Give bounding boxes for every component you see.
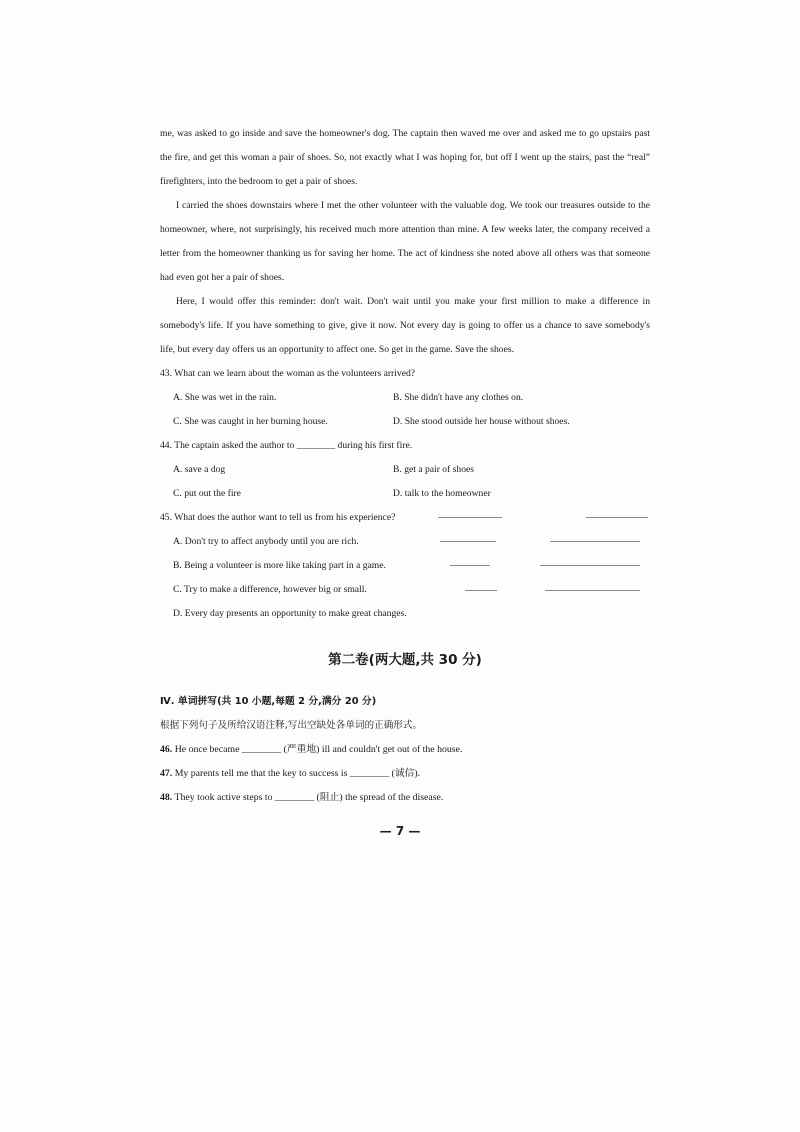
spelling-item-46-text: He once became ________ (严重地) ill and couldn't get out of the house. — [174, 744, 463, 755]
spelling-item-48-number: 48. — [160, 792, 173, 803]
spelling-item-47 — [160, 762, 650, 786]
spelling-item-47-number: 47. — [160, 768, 173, 779]
question-44-option-a: A. save a dog — [173, 464, 226, 475]
part-4-heading: Ⅳ. 单词拼写(共 10 小题,每题 2 分,满分 20 分) — [160, 696, 377, 707]
question-43-options-row-2 — [160, 410, 650, 434]
spelling-item-48 — [160, 786, 650, 810]
spelling-item-46 — [160, 738, 650, 762]
stray-mark-8 — [545, 590, 640, 591]
stray-mark-3 — [440, 541, 496, 542]
stray-mark-4 — [550, 541, 640, 542]
question-45-option-a: A. Don't try to affect anybody until you are rich. — [173, 536, 359, 547]
question-43-option-d: D. She stood outside her house without shoes. — [393, 416, 570, 427]
question-44-option-b: B. get a pair of shoes — [393, 464, 474, 475]
passage-paragraph-2: I carried the shoes downstairs where I met the other volunteer with the valuable dog. We took our treasures outside to the homeowner, where, not surprisingly, his received much more attention than mine. A few weeks later, the company received a letter from the homeowner thanking us for saving her home. The act of kindness she noted above all others was that someone had even got her a pair of shoes. — [160, 200, 650, 283]
question-44-options-row-2 — [160, 482, 650, 506]
stray-mark-2 — [586, 517, 648, 518]
question-43-option-a: A. She was wet in the rain. — [173, 392, 277, 403]
passage-paragraph-1: me, was asked to go inside and save the homeowner's dog. The captain then waved me over and asked me to go upstairs past the fire, and get this woman a pair of shoes. So, not exactly what I was hoping for, but off I went up the stairs, past the “real” firefighters, into the bedroom to get a pair of shoes. — [160, 128, 650, 187]
question-44-option-c: C. put out the fire — [173, 488, 241, 499]
spelling-item-48-text: They took active steps to ________ (阻止) the spread of the disease. — [174, 792, 444, 803]
question-45-option-d: D. Every day presents an opportunity to make great changes. — [173, 608, 407, 619]
stray-mark-5 — [450, 565, 490, 566]
page-content — [160, 122, 650, 810]
part-4-instruction: 根据下列句子及所给汉语注释,写出空缺处各单词的正确形式。 — [160, 720, 423, 731]
question-44-stem: 44. The captain asked the author to ________ during his first fire. — [160, 440, 413, 451]
question-43-option-b: B. She didn't have any clothes on. — [393, 392, 524, 403]
page-number: — 7 — — [379, 824, 421, 838]
stray-mark-1 — [438, 517, 502, 518]
passage-paragraph-3: Here, I would offer this reminder: don't wait. Don't wait until you make your first million to make a difference in somebody's life. If you have something to give, give it now. Not every day is going to offer us a chance to save somebody's life, but every day offers us an opportunity to affect one. So get in the game. Save the shoes. — [160, 296, 650, 355]
question-43-stem: 43. What can we learn about the woman as the volunteers arrived? — [160, 368, 416, 379]
question-45-option-b: B. Being a volunteer is more like taking part in a game. — [173, 560, 386, 571]
stray-mark-7 — [465, 590, 497, 591]
question-45-option-c: C. Try to make a difference, however big or small. — [173, 584, 367, 595]
question-45-stem: 45. What does the author want to tell us from his experience? — [160, 512, 396, 523]
stray-mark-6 — [540, 565, 640, 566]
spelling-item-47-text: My parents tell me that the key to success is ________ (诚信). — [174, 768, 421, 779]
question-43-option-c: C. She was caught in her burning house. — [173, 416, 328, 427]
question-44-option-d: D. talk to the homeowner — [393, 488, 491, 499]
spelling-item-46-number: 46. — [160, 744, 173, 755]
question-43-options-row-1 — [160, 386, 650, 410]
question-44-options-row-1 — [160, 458, 650, 482]
section-2-title: 第二卷(两大题,共 30 分) — [328, 652, 482, 668]
